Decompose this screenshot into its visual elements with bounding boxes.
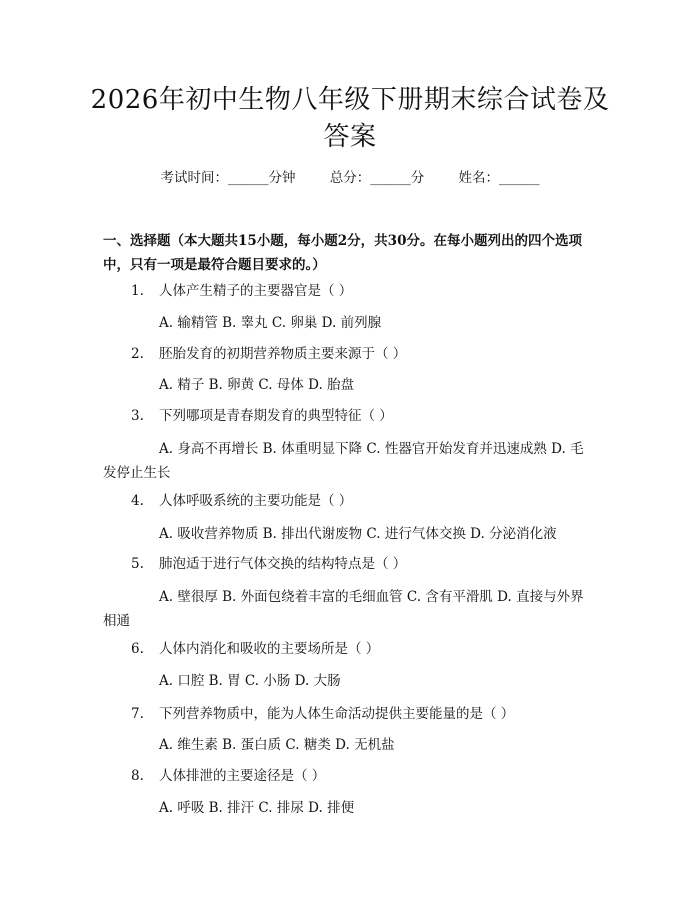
question-text: 人体内消化和吸收的主要场所是（ ） [159, 641, 380, 657]
question-7-options: A. 维生素 B. 蛋白质 C. 糖类 D. 无机盐 [159, 737, 395, 753]
question-2-options: A. 精子 B. 卵黄 C. 母体 D. 胎盘 [159, 377, 355, 393]
question-8-options: A. 呼吸 B. 排汗 C. 排尿 D. 排便 [159, 800, 355, 816]
question-text: 肺泡适于进行气体交换的结构特点是（ ） [159, 556, 407, 572]
question-4-options: A. 吸收营养物质 B. 排出代谢废物 C. 进行气体交换 D. 分泌消化液 [159, 526, 557, 542]
question-text: 胚胎发育的初期营养物质主要来源于（ ） [159, 346, 407, 362]
section-heading: 一、选择题（本大题共15小题，每小题2分，共30分。在每小题列出的四个选项中，只有一项是最符合题目要求的。） [103, 233, 582, 273]
question-text: 人体产生精子的主要器官是（ ） [159, 283, 353, 299]
question-number: 6. [131, 641, 144, 657]
question-number: 8. [131, 768, 144, 784]
question-number: 7. [131, 706, 144, 722]
question-3-options: A. 身高不再增长 B. 体重明显下降 C. 性器官开始发育并迅速成熟 D. 毛发停止生长 [103, 441, 584, 481]
question-number: 4. [131, 493, 144, 509]
document-title: 2026年初中生物八年级下册期末综合试卷及答案 [90, 85, 610, 152]
student-name-label: 姓名：______ [458, 170, 540, 186]
total-score-label: 总分：______分 [329, 170, 425, 186]
question-text: 下列哪项是青春期发育的典型特征（ ） [159, 408, 393, 424]
exam-meta [0, 168, 700, 188]
question-text: 下列营养物质中，能为人体生命活动提供主要能量的是（ ） [159, 706, 515, 722]
question-number: 2. [131, 346, 144, 362]
question-text: 人体呼吸系统的主要功能是（ ） [159, 493, 353, 509]
question-5-options: A. 壁很厚 B. 外面包绕着丰富的毛细血管 C. 含有平滑肌 D. 直接与外界相通 [103, 589, 584, 629]
question-number: 1. [131, 283, 144, 299]
question-1-options: A. 输精管 B. 睾丸 C. 卵巢 D. 前列腺 [159, 315, 382, 331]
question-text: 人体排泄的主要途径是（ ） [159, 768, 326, 784]
question-number: 5. [131, 556, 144, 572]
question-6-options: A. 口腔 B. 胃 C. 小肠 D. 大肠 [159, 673, 341, 689]
question-number: 3. [131, 408, 144, 424]
exam-time-label: 考试时间：______分钟 [160, 170, 296, 186]
